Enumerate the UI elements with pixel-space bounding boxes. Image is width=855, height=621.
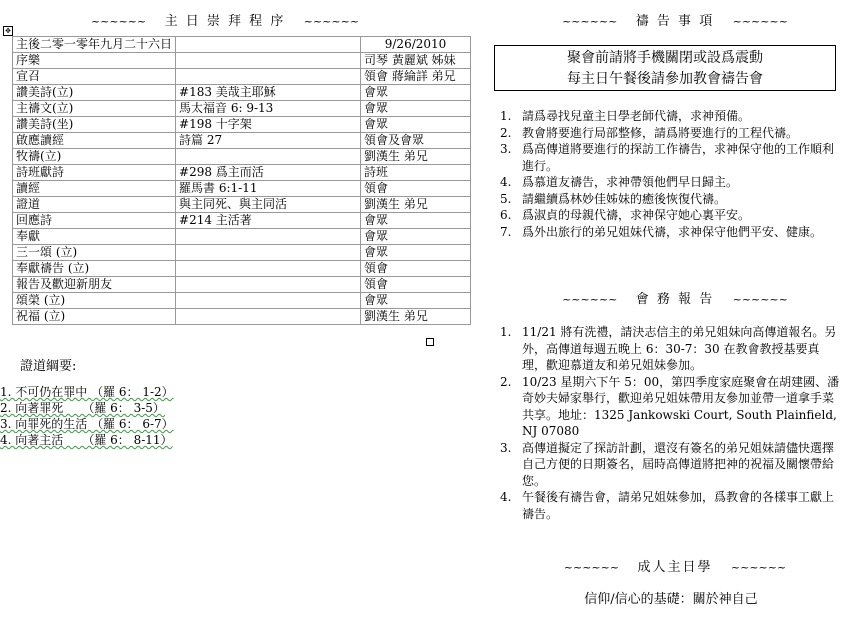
item-cell: 奉獻禱告 (立) bbox=[13, 261, 176, 277]
church-affairs-title bbox=[520, 288, 830, 307]
list-item bbox=[500, 141, 842, 174]
list-item-text: 11/21 將有洗禮，請決志信主的弟兄姐妹向高傳道報名。另外，高傳道每週五晚上 6：30-7：30 在教會教授基要真理，歡迎慕道友和弟兄姐妹參加。 bbox=[522, 325, 837, 372]
item-cell: 啟應讀經 bbox=[13, 133, 176, 149]
table-row bbox=[13, 133, 471, 149]
list-item bbox=[500, 374, 842, 440]
list-item-text: 請爲尋找兒童主日學老師代禱，求神預備。 bbox=[522, 109, 751, 123]
table-row bbox=[13, 149, 471, 165]
church-affairs-title-text: 會 務 報 告 bbox=[635, 292, 715, 307]
list-item bbox=[500, 108, 842, 125]
item-cell: 讀經 bbox=[13, 181, 176, 197]
church-affairs-list bbox=[500, 324, 842, 522]
leader-cell: 領會 bbox=[361, 261, 471, 277]
sermon-outline bbox=[0, 384, 174, 448]
list-item bbox=[500, 224, 842, 241]
list-item bbox=[500, 324, 842, 374]
detail-cell bbox=[176, 69, 361, 85]
leader-cell: 領會 蔣綸詳 弟兄 bbox=[361, 69, 471, 85]
item-cell: 宣召 bbox=[13, 69, 176, 85]
adult-sunday-school-title-text: 成人主日學 bbox=[637, 560, 713, 575]
adult-sunday-school-title bbox=[520, 556, 830, 575]
table-row bbox=[13, 85, 471, 101]
detail-cell: #183 美哉主耶穌 bbox=[176, 85, 361, 101]
detail-cell: 馬太福音 6: 9-13 bbox=[176, 101, 361, 117]
item-cell: 牧禱(立) bbox=[13, 149, 176, 165]
leader-cell: 詩班 bbox=[361, 165, 471, 181]
leader-cell: 會眾 bbox=[361, 85, 471, 101]
leader-cell: 劉漢生 弟兄 bbox=[361, 309, 471, 325]
leader-cell: 領會 bbox=[361, 181, 471, 197]
leader-cell: 9/26/2010 bbox=[361, 37, 471, 53]
sermon-outline-title: 證道綱要: bbox=[20, 359, 77, 374]
list-number: 7. bbox=[500, 224, 512, 239]
list-item-text: 爲高傳道將要進行的探訪工作禱告，求神保守他的工作順利進行。 bbox=[522, 142, 835, 173]
detail-cell bbox=[176, 309, 361, 325]
list-number: 5. bbox=[500, 191, 512, 206]
list-number: 6. bbox=[500, 208, 512, 222]
item-cell: 報告及歡迎新朋友 bbox=[13, 277, 176, 293]
list-number: 3. bbox=[500, 142, 512, 156]
notice-box bbox=[494, 45, 836, 91]
ornament-left: ~~~~~~ bbox=[562, 293, 618, 306]
worship-order-title bbox=[70, 10, 380, 29]
detail-cell: 與主同死、與主同活 bbox=[176, 197, 361, 213]
item-cell: 三一頌 (立) bbox=[13, 245, 176, 261]
list-item bbox=[500, 191, 842, 208]
list-item-text: 10/23 星期六下午 5：00，第四季度家庭聚會在胡建國、潘奇妙夫婦家舉行，歡迎弟兄姐妹帶用友參加並帶一道拿手菜共享。地址：1325 Jankowski Court, South Plainfield, NJ 07080 bbox=[522, 374, 840, 438]
table-row bbox=[13, 277, 471, 293]
table-row bbox=[13, 261, 471, 277]
leader-cell: 劉漢生 弟兄 bbox=[361, 149, 471, 165]
table-header-row bbox=[13, 37, 471, 53]
table-row bbox=[13, 229, 471, 245]
list-item-text: 爲外出旅行的弟兄姐妹代禱，求神保守他們平安、健康。 bbox=[522, 224, 823, 239]
list-number: 3. bbox=[500, 440, 512, 455]
ornament-left: ~~~~~~ bbox=[90, 15, 147, 28]
list-item-text: 請繼續爲林妙佳姊妹的癒後恢復代禱。 bbox=[522, 191, 727, 206]
table-row bbox=[13, 101, 471, 117]
item-cell: 讚美詩(立) bbox=[13, 85, 176, 101]
ornament-left: ~~~~~~ bbox=[563, 561, 620, 574]
list-number: 4. bbox=[500, 175, 512, 189]
detail-cell bbox=[176, 261, 361, 277]
prayer-items-list bbox=[500, 108, 842, 240]
outline-item: 1. 不可仍在罪中 （羅 6： 1-2） bbox=[0, 385, 174, 399]
detail-cell bbox=[176, 229, 361, 245]
list-item bbox=[500, 174, 842, 191]
item-cell: 祝福 (立) bbox=[13, 309, 176, 325]
list-number: 1. bbox=[500, 109, 512, 123]
list-item-text: 高傳道擬定了探訪計劃，還沒有簽名的弟兄姐妹請儘快選擇自己方便的日期簽名，屆時高傳道將把神的祝福及關懷帶給您。 bbox=[522, 440, 835, 488]
table-resize-handle-icon[interactable] bbox=[426, 338, 434, 346]
ornament-left: ~~~~~~ bbox=[562, 15, 618, 28]
leader-cell: 會眾 bbox=[361, 101, 471, 117]
item-cell: 主禱文(立) bbox=[13, 101, 176, 117]
item-cell: 頌榮 (立) bbox=[13, 293, 176, 309]
adult-sunday-school-topic: 信仰/信心的基礎：關於神自己 bbox=[584, 592, 758, 607]
detail-cell bbox=[176, 245, 361, 261]
list-item bbox=[500, 489, 842, 522]
item-cell: 序樂 bbox=[13, 53, 176, 69]
list-number: 1. bbox=[500, 325, 512, 339]
leader-cell: 會眾 bbox=[361, 293, 471, 309]
detail-cell: 羅馬書 6:1-11 bbox=[176, 181, 361, 197]
leader-cell: 領會 bbox=[361, 277, 471, 293]
table-row bbox=[13, 197, 471, 213]
list-number: 2. bbox=[500, 125, 512, 140]
item-cell: 回應詩 bbox=[13, 213, 176, 229]
table-row bbox=[13, 165, 471, 181]
item-cell: 詩班獻詩 bbox=[13, 165, 176, 181]
table-row bbox=[13, 181, 471, 197]
table-row bbox=[13, 293, 471, 309]
list-number: 4. bbox=[500, 490, 512, 504]
list-item-text: 教會將要進行局部整修，請爲將要進行的工程代禱。 bbox=[522, 125, 799, 140]
prayer-items-title bbox=[520, 10, 830, 29]
leader-cell: 司琴 黃麗斌 姊妹 bbox=[361, 53, 471, 69]
list-number: 2. bbox=[500, 374, 512, 389]
outline-item: 3. 向罪死的生活 （羅 6： 6-7） bbox=[0, 417, 174, 431]
table-row bbox=[13, 213, 471, 229]
table-row bbox=[13, 69, 471, 85]
detail-cell bbox=[176, 37, 361, 53]
list-item bbox=[500, 440, 842, 490]
item-cell: 證道 bbox=[13, 197, 176, 213]
detail-cell: 詩篇 27 bbox=[176, 133, 361, 149]
ornament-right: ~~~~~~ bbox=[303, 15, 360, 28]
leader-cell: 會眾 bbox=[361, 229, 471, 245]
ornament-right: ~~~~~~ bbox=[732, 15, 788, 28]
table-row bbox=[13, 53, 471, 69]
detail-cell bbox=[176, 277, 361, 293]
item-cell: 奉獻 bbox=[13, 229, 176, 245]
list-item-text: 午餐後有禱告會，請弟兄姐妹參加，爲教會的各樣事工獻上禱告。 bbox=[522, 490, 835, 521]
ornament-right: ~~~~~~ bbox=[732, 293, 788, 306]
item-cell: 讚美詩(坐) bbox=[13, 117, 176, 133]
list-item-text: 爲淑貞的母親代禱，求神保守她心裏平安。 bbox=[522, 208, 751, 222]
list-item bbox=[500, 207, 842, 224]
table-move-handle-icon[interactable]: ✥ bbox=[3, 26, 13, 36]
notice-line: 每主日午餐後請參加教會禱告會 bbox=[567, 71, 763, 87]
detail-cell: #198 十字架 bbox=[176, 117, 361, 133]
leader-cell: 劉漢生 弟兄 bbox=[361, 197, 471, 213]
item-cell: 主後二零一零年九月二十六日 bbox=[13, 37, 176, 53]
outline-item: 4. 向著主活 （羅 6： 8-11） bbox=[0, 433, 173, 447]
outline-item: 2. 向著罪死 （羅 6： 3-5） bbox=[0, 401, 165, 415]
table-row bbox=[13, 117, 471, 133]
detail-cell bbox=[176, 293, 361, 309]
leader-cell: 領會及會眾 bbox=[361, 133, 471, 149]
worship-order-table bbox=[12, 36, 471, 325]
detail-cell: #214 主活著 bbox=[176, 213, 361, 229]
prayer-items-title-text: 禱 告 事 項 bbox=[635, 14, 715, 29]
ornament-right: ~~~~~~ bbox=[730, 561, 787, 574]
notice-line: 聚會前請將手機關閉或設爲震動 bbox=[567, 50, 763, 66]
table-row bbox=[13, 245, 471, 261]
table-row bbox=[13, 309, 471, 325]
worship-order-title-text: 主 日 崇 拜 程 序 bbox=[164, 14, 286, 29]
detail-cell: #298 爲主而活 bbox=[176, 165, 361, 181]
list-item-text: 爲慕道友禱告，求神帶領他們早日歸主。 bbox=[522, 175, 739, 189]
leader-cell: 會眾 bbox=[361, 117, 471, 133]
leader-cell: 會眾 bbox=[361, 245, 471, 261]
list-item bbox=[500, 125, 842, 142]
detail-cell bbox=[176, 53, 361, 69]
detail-cell bbox=[176, 149, 361, 165]
leader-cell: 會眾 bbox=[361, 213, 471, 229]
